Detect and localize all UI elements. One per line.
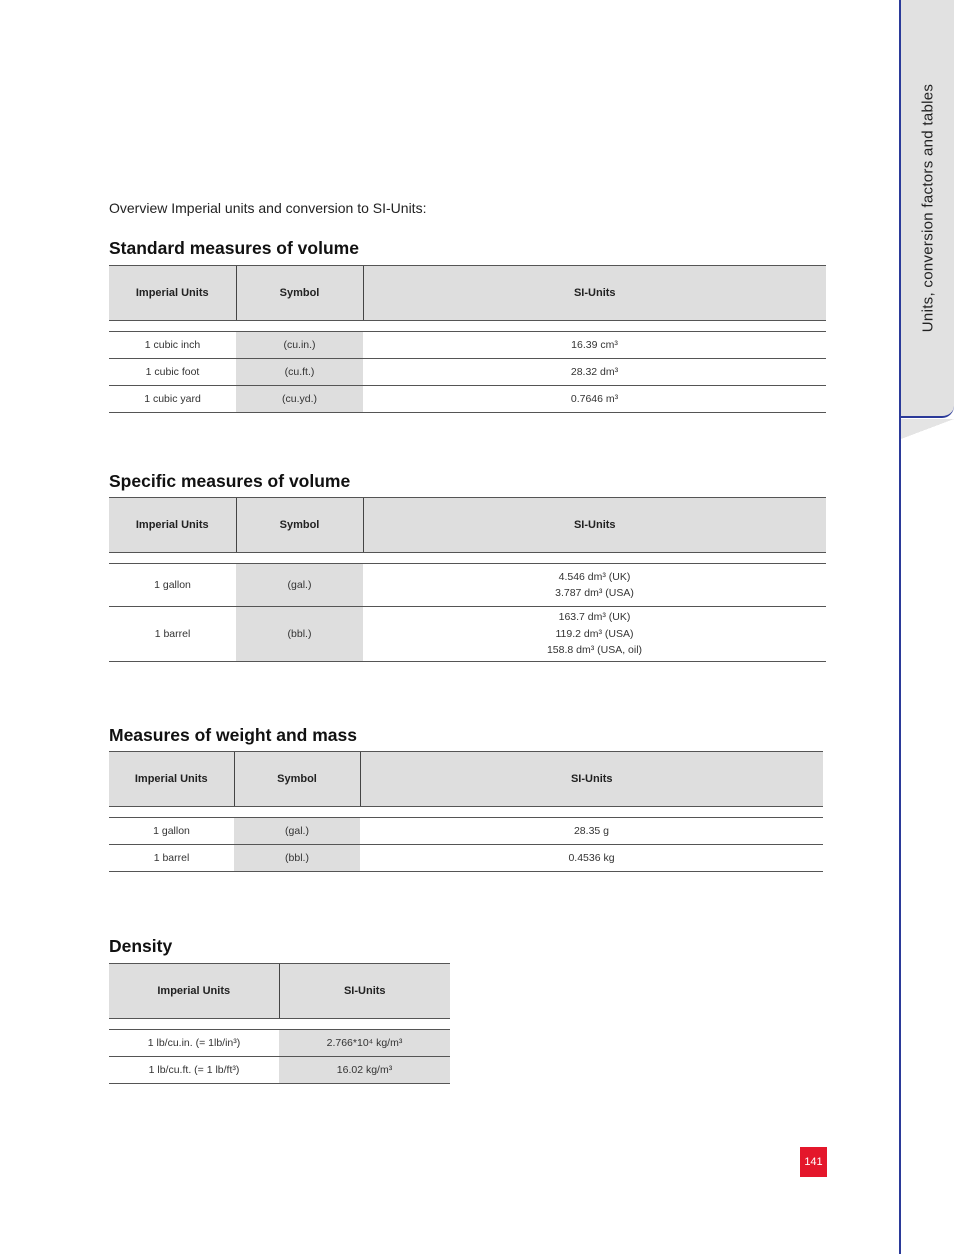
imperial-unit-cell: 1 lb/cu.ft. (= 1 lb/ft³) bbox=[109, 1057, 279, 1084]
table-row bbox=[109, 845, 823, 872]
section-title-weight-mass: Measures of weight and mass bbox=[109, 725, 357, 745]
side-border-line bbox=[899, 418, 901, 1254]
section-title-density: Density bbox=[109, 936, 173, 956]
table-density bbox=[109, 963, 450, 1084]
column-header: Imperial Units bbox=[109, 266, 236, 321]
table-weight-mass bbox=[109, 751, 823, 872]
si-unit-line: 4.546 dm³ (UK) bbox=[558, 570, 631, 583]
column-header: Imperial Units bbox=[109, 498, 236, 553]
column-header: Symbol bbox=[234, 752, 360, 807]
column-header: SI-Units bbox=[360, 752, 823, 807]
table-row bbox=[109, 386, 826, 413]
column-header: Symbol bbox=[236, 498, 363, 553]
si-unit-cell: 28.35 g bbox=[360, 818, 823, 845]
si-unit-cell: 16.02 kg/m³ bbox=[279, 1057, 450, 1084]
si-unit-line: 3.787 dm³ (USA) bbox=[555, 587, 634, 599]
table-row bbox=[109, 607, 826, 662]
si-unit-cell: 0.4536 kg bbox=[360, 845, 823, 872]
imperial-unit-cell: 1 cubic yard bbox=[109, 386, 236, 413]
si-unit-cell bbox=[363, 607, 826, 662]
imperial-unit-cell: 1 gallon bbox=[109, 818, 234, 845]
si-unit-line: 158.8 dm³ (USA, oil) bbox=[546, 644, 643, 657]
table-standard-volume bbox=[109, 265, 826, 413]
symbol-cell: (cu.ft.) bbox=[236, 359, 363, 386]
si-unit-cell bbox=[363, 564, 826, 607]
tab-shadow bbox=[901, 419, 954, 439]
si-unit-cell: 0.7646 m³ bbox=[363, 386, 826, 413]
imperial-unit-cell: 1 gallon bbox=[109, 564, 236, 607]
symbol-cell: (cu.yd.) bbox=[236, 386, 363, 413]
imperial-unit-cell: 1 barrel bbox=[109, 845, 234, 872]
si-unit-cell: 2.766*10⁴ kg/m³ bbox=[279, 1030, 450, 1057]
section-title-standard-volume: Standard measures of volume bbox=[109, 238, 359, 258]
imperial-unit-cell: 1 barrel bbox=[109, 607, 236, 662]
si-unit-cell: 28.32 dm³ bbox=[363, 359, 826, 386]
table-specific-volume bbox=[109, 497, 826, 662]
table-row bbox=[109, 1057, 450, 1084]
page-number: 141 bbox=[800, 1147, 827, 1177]
chapter-tab-label: Units, conversion factors and tables bbox=[919, 83, 937, 333]
column-header: SI-Units bbox=[363, 266, 826, 321]
imperial-unit-cell: 1 lb/cu.in. (= 1lb/in³) bbox=[109, 1030, 279, 1057]
si-unit-cell: 16.39 cm³ bbox=[363, 332, 826, 359]
column-header: SI-Units bbox=[279, 964, 450, 1019]
imperial-unit-cell: 1 cubic inch bbox=[109, 332, 236, 359]
section-title-specific-volume: Specific measures of volume bbox=[109, 471, 351, 491]
symbol-cell: (gal.) bbox=[234, 818, 360, 845]
column-header: Symbol bbox=[236, 266, 363, 321]
si-unit-line: 163.7 dm³ (UK) bbox=[558, 611, 631, 624]
table-row bbox=[109, 1030, 450, 1057]
imperial-unit-cell: 1 cubic foot bbox=[109, 359, 236, 386]
intro-text: Overview Imperial units and conversion to SI-Units: bbox=[109, 200, 427, 216]
column-header: Imperial Units bbox=[109, 752, 234, 807]
table-row bbox=[109, 818, 823, 845]
table-row bbox=[109, 564, 826, 607]
table-row bbox=[109, 359, 826, 386]
symbol-cell: (bbl.) bbox=[234, 845, 360, 872]
symbol-cell: (cu.in.) bbox=[236, 332, 363, 359]
si-unit-line: 119.2 dm³ (USA) bbox=[555, 627, 634, 640]
column-header: Imperial Units bbox=[109, 964, 279, 1019]
column-header: SI-Units bbox=[363, 498, 826, 553]
symbol-cell: (gal.) bbox=[236, 564, 363, 607]
table-row bbox=[109, 332, 826, 359]
symbol-cell: (bbl.) bbox=[236, 607, 363, 662]
